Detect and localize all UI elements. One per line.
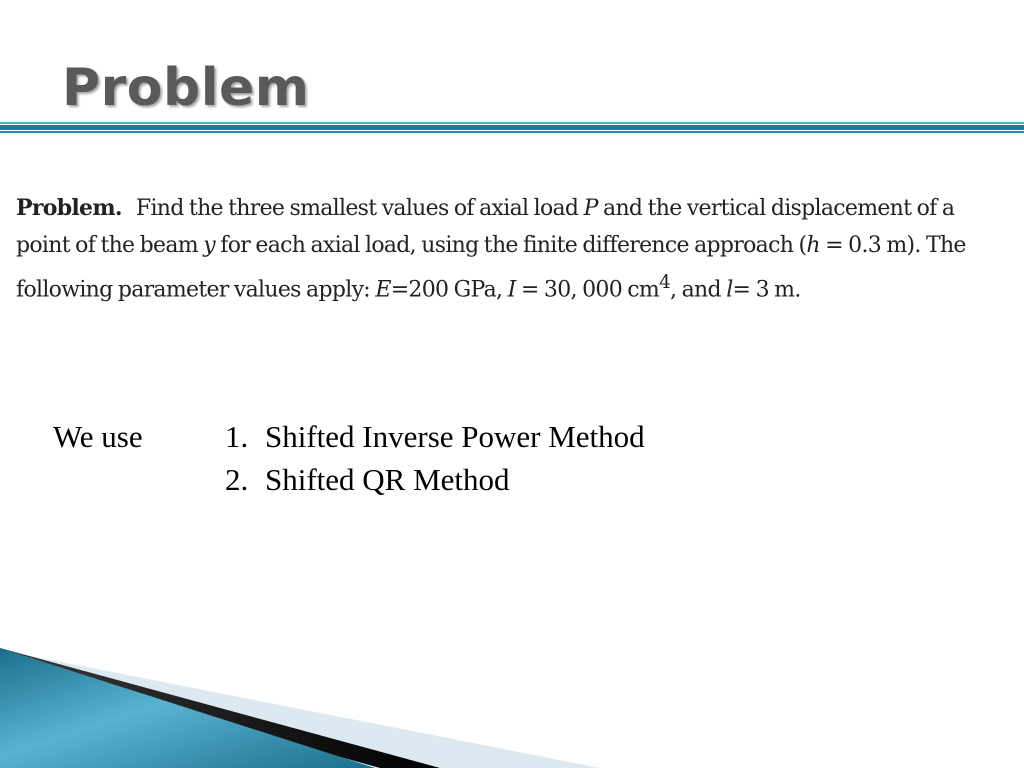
slide-title: Problem [62, 58, 310, 118]
problem-text-3: for each axial load, using the finite difference approach ( [214, 233, 807, 258]
problem-text-4: = 0.3 m). The following parameter values apply: [16, 233, 966, 303]
symbol-i: I [507, 277, 516, 303]
problem-text-2: and the vertical displacement of a point of the beam [16, 196, 955, 258]
title-divider-line-middle [0, 125, 1024, 130]
problem-text-7: , and [670, 277, 727, 303]
symbol-l: l [726, 277, 733, 303]
method-label: Shifted QR Method [265, 462, 510, 497]
exponent-4: 4 [659, 272, 671, 293]
method-item [225, 415, 645, 458]
title-divider-line-top [0, 122, 1024, 124]
symbol-y: y [203, 233, 215, 258]
symbol-h: h [806, 233, 820, 258]
method-label: Shifted Inverse Power Method [265, 419, 645, 454]
method-number: 2. [225, 462, 249, 497]
problem-statement [16, 190, 1006, 308]
methods-intro: We use [53, 419, 143, 454]
problem-text-1: Find the three smallest values of axial load [135, 196, 584, 221]
corner-blue-band [0, 648, 375, 768]
corner-decoration [0, 640, 1024, 768]
title-divider-line-bottom [0, 131, 1024, 133]
symbol-p: P [583, 196, 598, 221]
problem-lead: Problem. [16, 195, 122, 221]
methods-list [225, 415, 645, 501]
method-item [225, 458, 645, 501]
title-divider [0, 122, 1024, 134]
symbol-e: E [375, 277, 391, 303]
method-number: 1. [225, 419, 249, 454]
problem-text-5: =200 GPa, [390, 277, 508, 303]
problem-text-8: = 3 m. [732, 277, 801, 303]
problem-text-6: = 30, 000 cm [515, 277, 660, 303]
